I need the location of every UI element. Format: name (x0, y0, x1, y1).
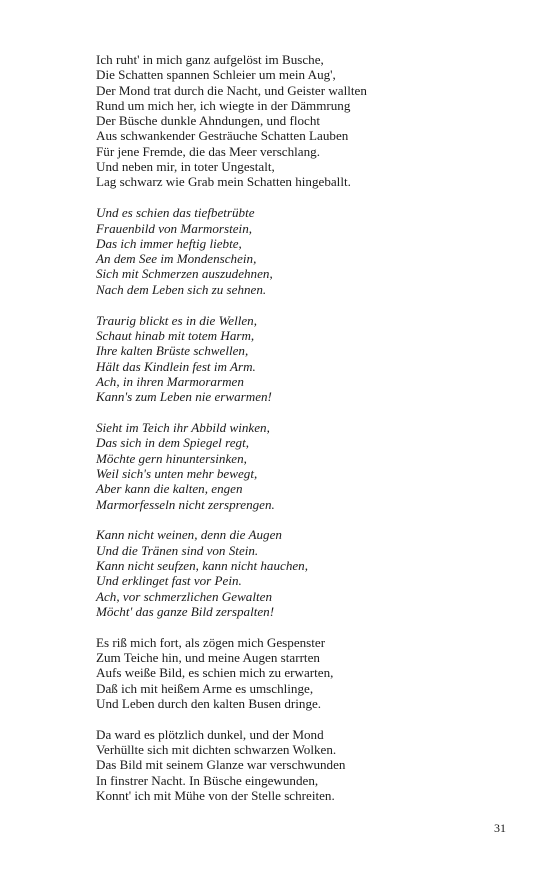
verse-line: Und Leben durch den kalten Busen dringe. (96, 695, 322, 711)
verse-line: Aber kann die kalten, engen (96, 481, 243, 497)
verse-line: Der Mond trat durch die Nacht, und Geister wallten (96, 82, 367, 98)
verse-line: Und die Tränen sind von Stein. (96, 542, 259, 558)
verse-line: Das sich in dem Spiegel regt, (96, 435, 249, 451)
verse-line: Zum Teiche hin, und meine Augen starrten (96, 650, 320, 666)
verse-line: Hält das Kindlein fest im Arm. (96, 358, 256, 374)
verse-line: Traurig blickt es in die Wellen, (96, 312, 257, 328)
verse-line: Konnt' ich mit Mühe von der Stelle schreiten. (96, 788, 335, 804)
page-number: 31 (494, 821, 506, 835)
verse-line: Kann nicht seufzen, kann nicht hauchen, (96, 557, 309, 573)
verse-line: Und neben mir, in toter Ungestalt, (96, 159, 275, 175)
verse-line: Möcht' das ganze Bild zerspalten! (96, 603, 275, 619)
verse-line: Schaut hinab mit totem Harm, (96, 327, 255, 343)
verse-line: An dem See im Mondenschein, (96, 251, 257, 267)
verse-line: Kann nicht weinen, denn die Augen (96, 527, 282, 543)
verse-line: Da ward es plötzlich dunkel, und der Mond (96, 726, 324, 742)
verse-line: Rund um mich her, ich wiegte in der Dämmrung (96, 97, 351, 113)
verse-line: Weil sich's unten mehr bewegt, (96, 465, 258, 481)
verse-line: Ach, vor schmerzlichen Gewalten (96, 588, 272, 604)
verse-line: Verhüllte sich mit dichten schwarzen Wolken. (96, 742, 337, 758)
verse-line: In finstrer Nacht. In Büsche eingewunden, (96, 772, 319, 788)
stanza (96, 313, 496, 405)
verse-line: Und erklinget fast vor Pein. (96, 573, 242, 589)
verse-line: Lag schwarz wie Grab mein Schatten hingeballt. (96, 174, 351, 190)
verse-line: Kann's zum Leben nie erwarmen! (96, 389, 272, 405)
verse-line: Der Büsche dunkle Ahndungen, und flocht (96, 113, 321, 129)
verse-line: Aufs weiße Bild, es schien mich zu erwarten, (96, 665, 334, 681)
verse-line: Und es schien das tiefbetrübte (96, 205, 255, 221)
verse-line: Sich mit Schmerzen auszudehnen, (96, 266, 273, 282)
verse-line: Ihre kalten Brüste schwellen, (96, 343, 249, 359)
verse-line: Frauenbild von Marmorstein, (96, 220, 253, 236)
verse-line: Marmorfesseln nicht zersprengen. (96, 496, 275, 512)
stanza (96, 635, 496, 711)
verse-line: Aus schwankender Gesträuche Schatten Lauben (96, 128, 349, 144)
stanza (96, 420, 496, 512)
poem-text (96, 52, 496, 819)
verse-line: Sieht im Teich ihr Abbild winken, (96, 420, 270, 436)
stanza (96, 527, 496, 619)
stanza (96, 52, 496, 190)
verse-line: Die Schatten spannen Schleier um mein Aug', (96, 67, 336, 83)
verse-line: Für jene Fremde, die das Meer verschlang. (96, 143, 320, 159)
verse-line: Möchte gern hinuntersinken, (96, 450, 247, 466)
stanza (96, 205, 496, 297)
stanza (96, 727, 496, 803)
verse-line: Daß ich mit heißem Arme es umschlinge, (96, 680, 314, 696)
verse-line: Nach dem Leben sich zu sehnen. (96, 281, 267, 297)
verse-line: Es riß mich fort, als zögen mich Gespenster (96, 634, 326, 650)
verse-line: Ach, in ihren Marmorarmen (96, 373, 244, 389)
verse-line: Das Bild mit seinem Glanze war verschwunden (96, 757, 346, 773)
verse-line: Das ich immer heftig liebte, (96, 235, 242, 251)
verse-line: Ich ruht' in mich ganz aufgelöst im Busche, (96, 52, 324, 67)
